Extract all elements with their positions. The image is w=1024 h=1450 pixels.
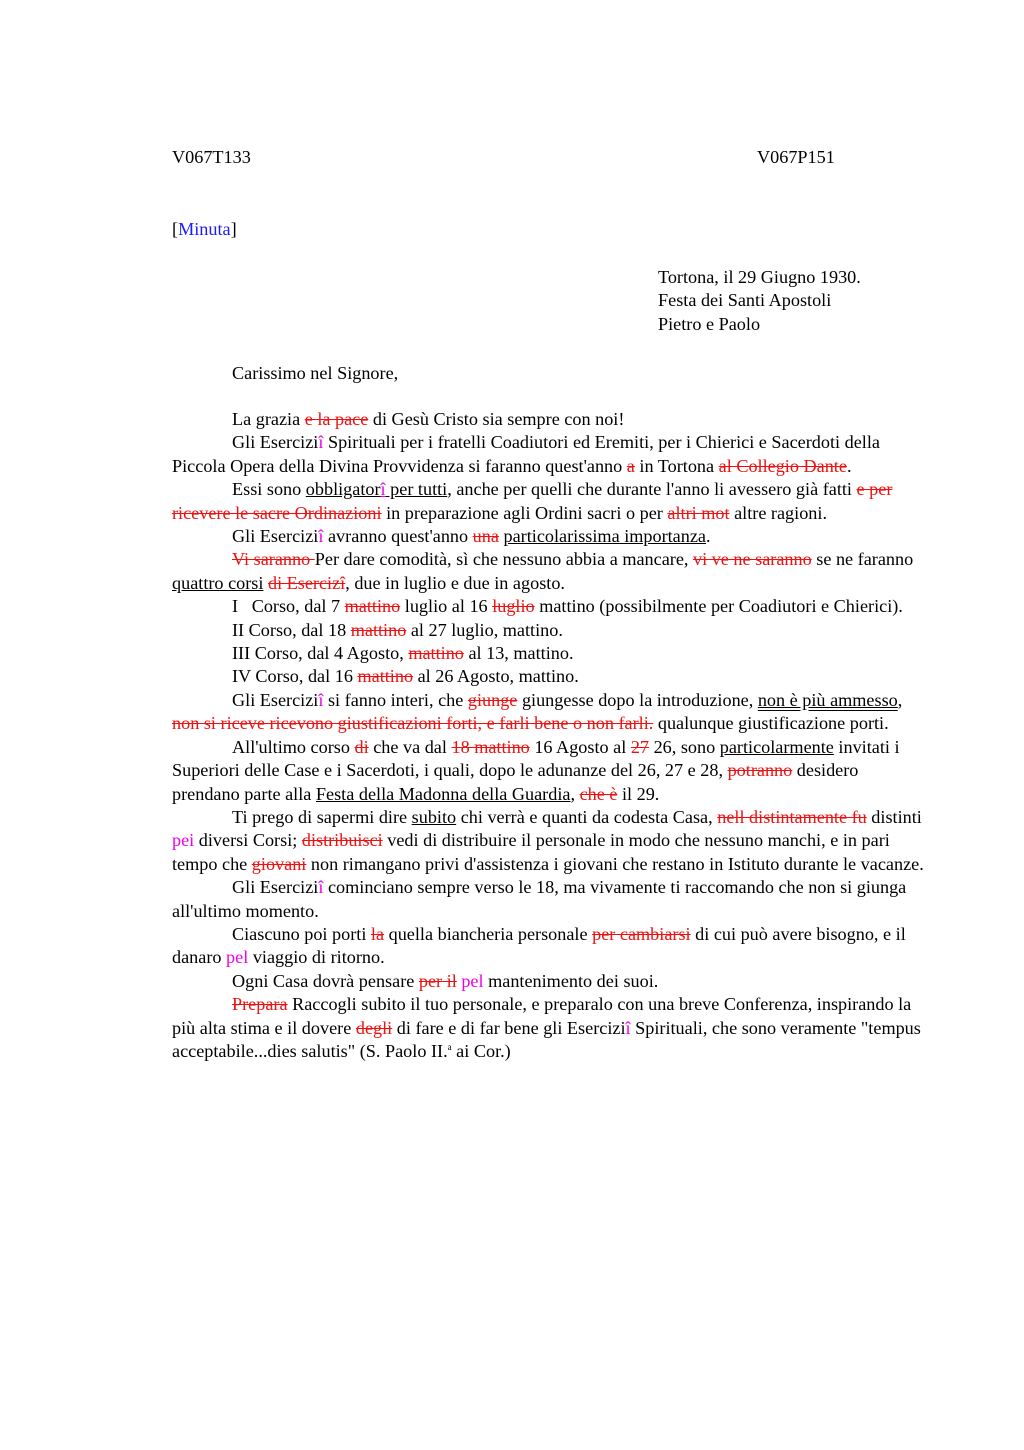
reference-code-right: V067P151 — [757, 147, 835, 167]
deletion: Prepara — [232, 994, 288, 1015]
paragraph-course-3: III Corso, dal 4 Agosto, mattino al 13, mattino. — [232, 643, 574, 664]
underlined-text: particolarmente — [719, 736, 834, 757]
deletion: di — [354, 736, 369, 757]
paragraph-13: Gli Eserciziî cominciano sempre verso le 18, ma vivamente ti raccomando che non si giunga all'ultimo momento. — [172, 877, 907, 921]
paragraph-15: Ogni Casa dovrà pensare per il pel mantenimento dei suoi. — [232, 970, 659, 991]
deletion: altri mot — [667, 502, 730, 523]
deletion: distribuisci — [301, 830, 383, 851]
deletion: Vi saranno — [232, 549, 315, 570]
correction: î — [318, 526, 324, 547]
salutation: Carissimo nel Signore, — [232, 363, 399, 383]
deletion: mattino — [350, 619, 407, 640]
deletion: nell distintamente fu — [717, 806, 867, 827]
underlined-text: subito — [411, 806, 457, 827]
paragraph-5: Vi saranno Per dare comodità, sì che nessuno abbia a mancare, vi ve ne saranno se ne faranno quattro corsi di Esercizî, due in luglio e due in agosto. — [172, 549, 914, 593]
double-underlined-text: non è più ammesso — [757, 689, 898, 710]
minuta-label: [Minuta] — [172, 219, 237, 239]
paragraph-course-1: I Corso, dal 7 mattino luglio al 16 luglio mattino (possibilmente per Coadiutori e Chierici). — [232, 596, 903, 617]
deletion: a — [626, 455, 635, 476]
deletion: degli — [355, 1017, 393, 1038]
date-line: Tortona, il 29 Giugno 1930. — [658, 267, 861, 287]
correction: î — [625, 1017, 631, 1038]
correction: î — [318, 689, 324, 710]
deletion: mattino — [344, 596, 401, 617]
deletion: e per ricevere le sacre Ordinazioni — [172, 479, 893, 523]
paragraph-1: La grazia e la pace di Gesù Cristo sia sempre con noi! — [232, 409, 625, 429]
underlined-text: per tutti — [385, 479, 448, 500]
paragraph-2: Gli Eserciziî Spirituali per i fratelli Coadiutori ed Eremiti, per i Chierici e Sacerdoti della Piccola Opera della Divina Provvidenza si faranno quest'anno a in Tortona al Collegio Dante. — [172, 432, 880, 476]
paragraph-14: Ciascuno poi porti la quella biancheria personale per cambiarsi di cui può avere bisogno, e il danaro pel viaggio di ritorno. — [172, 923, 906, 968]
deletion: per cambiarsi — [592, 923, 691, 944]
deletion: non si riceve ricevono giustificazioni forti, e farli bene o non farli. — [172, 713, 654, 734]
deletion: che è — [579, 783, 618, 804]
deletion: 27 — [630, 736, 650, 757]
deletion: una — [472, 526, 499, 547]
minuta-text: Minuta — [178, 219, 231, 239]
deletion: giovani — [251, 853, 307, 874]
correction: pel — [461, 970, 484, 991]
deletion: mattino — [357, 666, 414, 687]
feast-line: Festa dei Santi Apostoli — [658, 290, 832, 311]
correction: î — [318, 877, 324, 898]
underlined-text: Festa della Madonna della Guardia — [315, 783, 571, 804]
paragraph-course-4: IV Corso, dal 16 mattino al 26 Agosto, mattino. — [232, 666, 579, 687]
underlined-text: quattro corsi — [172, 572, 264, 593]
correction: pel — [226, 947, 249, 968]
underlined-text: particolarissima importanza — [503, 526, 706, 547]
paragraph-16: Prepara Raccogli subito il tuo personale, e preparalo con una breve Conferenza, inspirando la più alta stima e il dovere degli di fare e di far bene gli Eserciziî Spirituali, che sono veramente "tempus acceptabile...dies salutis" (S. Paolo II.$^a$ ai Cor.) — [172, 994, 921, 1061]
underlined-text: obbligator — [305, 479, 381, 500]
paragraph-12: Ti prego di sapermi dire subito chi verrà e quanti da codesta Casa, nell distintamente fu distinti pei diversi Corsi; distribuisci vedi di distribuire il personale in modo che nessuno manchi, e in pari tempo che giovani non rimangano privi d'assistenza i giovani che restano in Istituto durante le vacanze. — [172, 806, 924, 874]
deletion: potranno — [727, 760, 793, 781]
correction: î — [318, 432, 324, 453]
deletion: di Esercizî — [267, 572, 346, 593]
reference-code-left: V067T133 — [172, 147, 251, 167]
paragraph-11: All'ultimo corso di che va dal 18 mattino 16 Agosto al 27 26, sono particolarmente invitati i Superiori delle Case e i Sacerdoti, i quali, dopo le adunanze del 26, 27 e 28, potranno desidero prendano parte alla Festa della Madonna della Guardia, che è il 29. — [172, 736, 900, 804]
deletion: e la pace — [304, 409, 369, 429]
correction: pei — [172, 830, 195, 851]
deletion: giunge — [467, 689, 518, 710]
paragraph-4: Gli Eserciziî avranno quest'anno una particolarissima importanza. — [232, 526, 711, 547]
feast-line-2: Pietro e Paolo — [658, 313, 761, 334]
superscript: a — [447, 1041, 452, 1052]
deletion: per il — [418, 970, 457, 991]
paragraph-10: Gli Eserciziî si fanno interi, che giunge giungesse dopo la introduzione, non è più ammesso, non si riceve ricevono giustificazioni forti, e farli bene o non farli. qualunque giustificazione porti. — [172, 689, 903, 734]
paragraph-3: Essi sono obbligatorî per tutti, anche per quelli che durante l'anno li avessero già fatti e per ricevere le sacre Ordinazioni in preparazione agli Ordini sacri o per altri mot altre ragioni. — [172, 479, 893, 523]
deletion: vi ve ne saranno — [693, 549, 812, 570]
correction: î — [380, 479, 386, 500]
deletion: 18 mattino — [451, 736, 530, 757]
letter-body — [172, 408, 924, 1063]
date-block — [658, 266, 861, 336]
deletion: la — [370, 923, 385, 944]
deletion: al Collegio Dante — [718, 455, 847, 476]
deletion: mattino — [408, 643, 464, 664]
deletion: luglio — [492, 596, 535, 617]
paragraph-course-2: II Corso, dal 18 mattino al 27 luglio, mattino. — [232, 619, 563, 640]
